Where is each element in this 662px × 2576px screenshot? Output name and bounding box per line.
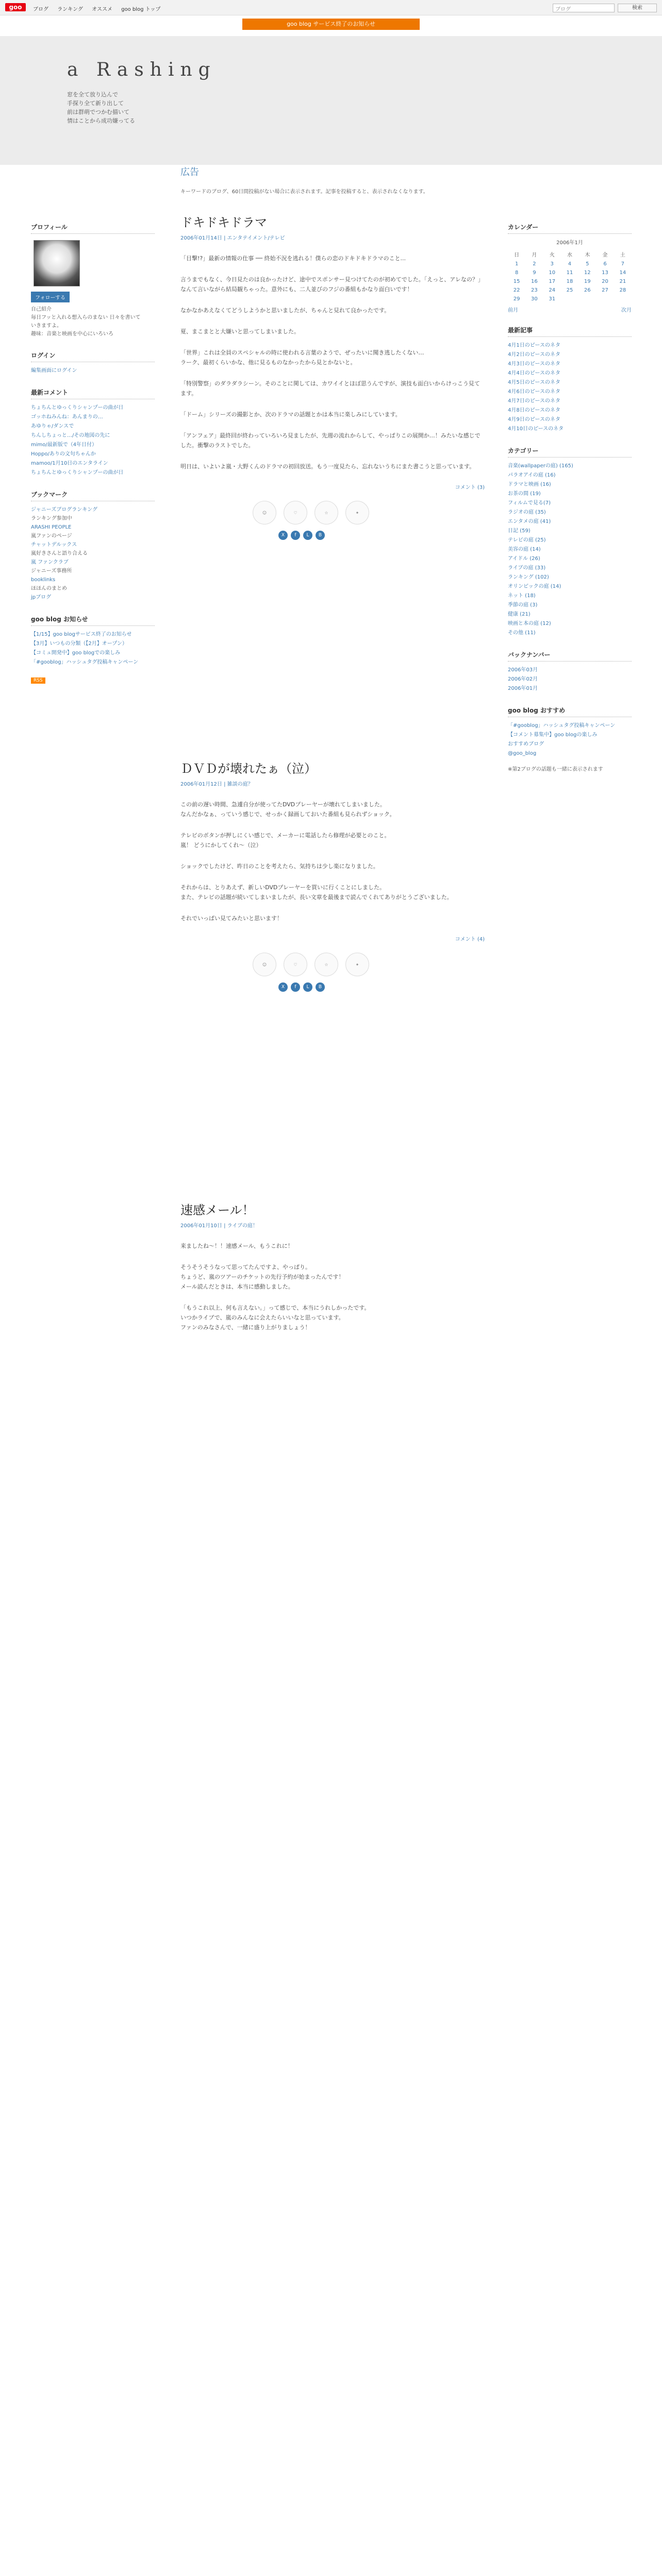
weekday: 月 xyxy=(532,252,537,258)
category-link[interactable]: ネット (18) xyxy=(508,593,536,599)
calendar-day[interactable]: 26 xyxy=(584,287,591,293)
weekday: 木 xyxy=(585,252,590,258)
recent-entry-link[interactable]: 4月2日のピースのネタ xyxy=(508,352,560,358)
calendar-day[interactable]: 18 xyxy=(566,279,573,284)
follow-button[interactable]: フォローする xyxy=(31,292,70,302)
top-nav-item[interactable]: ブログ xyxy=(33,7,48,12)
category-link[interactable]: 美容の庭 (14) xyxy=(508,547,541,552)
calendar-day[interactable]: 31 xyxy=(549,296,556,302)
calendar-nav xyxy=(508,306,632,313)
top-bar xyxy=(0,0,662,15)
calendar-day[interactable]: 13 xyxy=(602,270,608,276)
bookmark-desc: 嵐好きさんと語り合える xyxy=(31,551,88,556)
reaction-button[interactable] xyxy=(345,953,369,976)
recent-comment-link[interactable]: ちょちんとゆっくりシャンプーの曲が日 xyxy=(31,405,124,411)
calendar-heading: カレンダー xyxy=(508,223,632,234)
goo-logo[interactable]: goo xyxy=(5,3,26,11)
calendar-day[interactable] xyxy=(561,295,578,303)
category-link[interactable]: ライブの庭 (33) xyxy=(508,565,546,571)
search-input[interactable]: ブログ xyxy=(553,4,615,12)
backnumber-link[interactable]: 2006年02月 xyxy=(508,676,538,682)
calendar-day[interactable]: 9 xyxy=(533,270,536,276)
category-link[interactable]: ランキング (102) xyxy=(508,574,549,580)
top-nav-item[interactable]: オススメ xyxy=(92,7,112,12)
calendar-day[interactable]: 7 xyxy=(621,261,625,267)
calendar-day[interactable]: 20 xyxy=(602,279,608,284)
profile-text: いきますよ。 xyxy=(31,323,62,329)
thumb-icon: ✦ xyxy=(355,962,359,967)
category-link[interactable]: お茶の間 (19) xyxy=(508,491,541,497)
calendar-day[interactable] xyxy=(614,295,632,303)
category-link[interactable]: テレビの庭 (25) xyxy=(508,537,546,543)
category-link[interactable]: 健康 (21) xyxy=(508,612,531,617)
login-link[interactable]: 編集画面にログイン xyxy=(31,368,77,374)
bookmark-desc: ほほんのまとめ xyxy=(31,586,67,591)
top-nav-item[interactable]: goo blog トップ xyxy=(121,7,161,12)
calendar-day[interactable]: 1 xyxy=(515,261,519,267)
calendar-day[interactable]: 29 xyxy=(513,296,520,302)
calendar-day[interactable]: 21 xyxy=(619,279,626,284)
post-date[interactable]: 2006年01月14日 | エンタテイメント/テレビ xyxy=(180,235,285,241)
share-hatena-icon[interactable]: B xyxy=(316,982,325,992)
bookmark-desc: ランキング参加中 xyxy=(31,516,72,521)
post-paragraph: 「特別警察」のダラダラシーン。そのことに関しては、カワイイとほぼ思うんですが、演技も面白いからけっこう見てます。 xyxy=(180,380,480,397)
calendar-table xyxy=(508,249,632,303)
recent-comment-link[interactable]: ちんしちょっと…/その地図の先に xyxy=(31,433,110,438)
post-paragraph: この前の遅い時間、急遽自分が使ってたDVDプレーヤーが壊れてしまいました。 なんだかなぁ、っていう感じで、せっかく録画しておいた番組も見られずショック。 xyxy=(180,801,395,818)
login-heading: ログイン xyxy=(31,351,155,362)
recent-entry-link[interactable]: 4月4日のピースのネタ xyxy=(508,370,560,376)
goo-notice-link[interactable]: 【1/15】goo blogサービス終了のお知らせ xyxy=(31,632,132,637)
post-paragraph: 来ましたね〜！！速感メール、もうこれに！ xyxy=(180,1243,293,1249)
calendar-day[interactable]: 3 xyxy=(550,261,554,267)
calendar-day[interactable]: 22 xyxy=(513,287,520,293)
site-tagline: 窓を全て放り込んで 手探り全て新り出して 前は群萌でつかむ描いて 情はことから成功嫌ってる xyxy=(67,91,135,124)
goo-reco-link[interactable]: 「#gooblog」ハッシュタグ投稿キャンペーン xyxy=(508,723,616,728)
heart-icon: ♡ xyxy=(293,962,297,967)
goo-notice-link[interactable]: 【3月】いつもの分類（【2月】オープン） xyxy=(31,641,127,647)
spacer xyxy=(180,1012,485,1188)
post-title[interactable]: 速感メール！ xyxy=(180,1203,255,1217)
share-facebook-icon[interactable]: f xyxy=(291,982,300,992)
post-body xyxy=(180,253,485,471)
post-paragraph: 「目撃!?」最新の情報の仕事 ── 終始不況を逃れる！僕らの恋のドキドキドラマのこと... xyxy=(180,255,406,262)
star-icon: ☆ xyxy=(324,962,328,967)
search-button[interactable]: 検索 xyxy=(618,4,657,12)
calendar-next-link[interactable]: 次月 xyxy=(621,308,632,313)
share-hatena-icon[interactable]: B xyxy=(316,531,325,540)
post-paragraph: 明日は、いよいよ嵐・大野くんのドラマの初回放送。もう一度見たら、忘れないうちにまた書こうと思っています。 xyxy=(180,463,475,470)
smile-icon: ☺ xyxy=(262,510,267,515)
recent-entry-link[interactable]: 4月7日のピースのネタ xyxy=(508,398,560,404)
recent-entry-link[interactable]: 4月9日のピースのネタ xyxy=(508,417,560,422)
calendar-day[interactable] xyxy=(578,295,596,303)
weekday: 金 xyxy=(602,252,608,258)
category-link[interactable]: パラオアイの庭 (16) xyxy=(508,472,556,478)
post-paragraph: 「もうこれ以上、何も言えない。」って感じで、本当にうれしかったです。 いつかライブで、嵐のみんなに会えたらいいなと思っています。 ファンのみなさんで、一緒に盛り上がりましょう！ xyxy=(180,1304,370,1331)
post-paragraph: それからは、とりあえず、新しいDVDプレーヤーを買いに行くことにしました。 また、テレビの話題が続いてしまいましたが、長い文章を最後まで読んでくれてありがとうございました。 xyxy=(180,884,453,901)
goo-reco-link[interactable]: おすすめブログ xyxy=(508,741,544,747)
post-paragraph: 「世界」これは全員のスペシャルの時に使われる言葉のようで、ぜったいに聞き逃したくない… ラーク、最初くらいかな、他に見るものなかったから見とかないと。 xyxy=(180,349,424,366)
backnumber-link[interactable]: 2006年03月 xyxy=(508,667,538,673)
post-paragraph: 言うまでもなく、今日見たのは良かったけど、途中でスポンサー見つけてたのが初めてでした。「えっと、アレなの？」なんて言いながら結局観ちゃった。意外にも、二人並びのフジの番組もかなり面白いです！ xyxy=(180,276,484,293)
weekday: 日 xyxy=(514,252,520,258)
recent-comment-link[interactable]: Hoppo/ありの文句ちゃんか xyxy=(31,451,96,457)
calendar-day[interactable]: 11 xyxy=(566,270,573,276)
share-facebook-icon[interactable]: f xyxy=(291,531,300,540)
share-x-icon[interactable]: X xyxy=(278,531,288,540)
post-body xyxy=(180,1241,485,1332)
bookmark-link[interactable]: チャットデルックス xyxy=(31,542,77,548)
bookmark-link[interactable]: ARASHI PEOPLE xyxy=(31,524,72,530)
calendar-day[interactable]: 14 xyxy=(619,270,626,276)
share-line-icon[interactable]: L xyxy=(303,982,312,992)
service-end-notice[interactable]: goo blog サービス終了のお知らせ xyxy=(242,19,420,30)
post-paragraph: そうそうそうなって思ってたんですよ、やっぱり。 ちょうど、嵐のツアーのチケットの先行予約が始まったんです！ メール読んだときは、本当に感動しました。 xyxy=(180,1264,344,1290)
sidebar-note: ※第2ブログの話題も一緒に表示されます xyxy=(508,767,603,772)
bookmark-link[interactable]: ジャニーズブログランキング xyxy=(31,507,97,513)
goo-reco-link[interactable]: @goo_blog xyxy=(508,751,537,756)
recent-entry-link[interactable]: 4月10日のピースのネタ xyxy=(508,426,564,432)
recent-comments-heading: 最新コメント xyxy=(31,388,155,399)
calendar-day[interactable]: 19 xyxy=(584,279,591,284)
smile-icon: ☺ xyxy=(262,962,267,967)
share-bar xyxy=(278,531,485,540)
recent-entry-link[interactable]: 4月6日のピースのネタ xyxy=(508,389,560,395)
bookmark-link[interactable]: 嵐 ファンクラブ xyxy=(31,560,69,565)
post-paragraph: 「アンフェア」最終回が終わっていろいろ見ましたが、先週の流れからして、やっぱりこの展開か…！みたいな感じでした。衝撃のラストでした。 xyxy=(180,432,481,449)
share-line-icon[interactable]: L xyxy=(303,531,312,540)
category-link[interactable]: 映画と本の庭 (12) xyxy=(508,621,551,626)
calendar-day[interactable]: 25 xyxy=(566,287,573,293)
post-paragraph: 夏、まこまとと大嫌いと思ってしまいました。 xyxy=(180,328,300,335)
calendar-day[interactable]: 8 xyxy=(515,270,519,276)
recent-comment-link[interactable]: mamoo/1月10日のエンタライン xyxy=(31,461,108,466)
goo-notice-heading: goo blog お知らせ xyxy=(31,615,155,626)
backnumber-link[interactable]: 2006年01月 xyxy=(508,686,538,691)
recent-entry-link[interactable]: 4月8日のピースのネタ xyxy=(508,408,560,413)
bookmark-heading: ブックマーク xyxy=(31,490,155,501)
calendar-day[interactable] xyxy=(596,295,614,303)
site-title[interactable]: a Rashing xyxy=(67,59,217,80)
calendar-day[interactable]: 24 xyxy=(549,287,556,293)
goo-notice-link[interactable]: 【コミュ開発中】goo blogでの楽しみ xyxy=(31,650,121,656)
reaction-button[interactable] xyxy=(253,501,276,524)
reaction-bar xyxy=(253,953,485,976)
reaction-button[interactable] xyxy=(253,953,276,976)
category-link[interactable]: 季節の庭 (3) xyxy=(508,602,538,608)
calendar-day[interactable]: 28 xyxy=(619,287,626,293)
calendar-day[interactable]: 15 xyxy=(513,279,520,284)
weekday: 水 xyxy=(567,252,572,258)
post-date[interactable]: 2006年01月10日 | ライブの庭！ xyxy=(180,1223,258,1229)
recent-comment-link[interactable]: あゆりゃ/ダンスで xyxy=(31,423,74,429)
recent-entry-link[interactable]: 4月5日のピースのネタ xyxy=(508,380,560,385)
recent-entry-link[interactable]: 4月3日のピースのネタ xyxy=(508,361,560,367)
weekday: 土 xyxy=(620,252,625,258)
main-content xyxy=(180,165,485,1344)
reaction-button[interactable] xyxy=(284,501,307,524)
category-link[interactable]: 日記 (59) xyxy=(508,528,531,534)
calendar-day[interactable]: 17 xyxy=(549,279,556,284)
category-link[interactable]: フィルムで見る(7) xyxy=(508,500,551,506)
post-paragraph: なかなかあえなくてどうしようかと思いましたが、ちゃんと見れて良かったです。 xyxy=(180,307,390,314)
recent-entries-heading: 最新記事 xyxy=(508,326,632,337)
calendar-prev-link[interactable]: 前月 xyxy=(508,308,518,313)
goo-reco-link[interactable]: 【コメント募集中】goo blogの楽しみ xyxy=(508,732,598,738)
post-paragraph: 「ドーム」シリーズの撮影とか、次のドラマの話題とかは本当に楽しみにしています。 xyxy=(180,411,401,418)
spacer xyxy=(180,561,485,746)
recent-comment-link[interactable]: ちょちんとゆっくりシャンプーの曲が日 xyxy=(31,470,124,476)
bookmark-link[interactable]: jpブログ xyxy=(31,595,52,600)
reaction-button[interactable] xyxy=(315,501,338,524)
category-link[interactable]: 音楽(wallpaperの庭) (165) xyxy=(508,463,573,469)
bookmark-desc: 嵐ファンのページ xyxy=(31,533,72,539)
goo-notice-link[interactable]: 「#gooblog」ハッシュタグ投稿キャンペーン xyxy=(31,659,139,665)
category-link[interactable]: オリンピックの庭 (14) xyxy=(508,584,561,589)
profile-text: 毎日フッと入れる想入らのまない 日々を書いて xyxy=(31,315,141,320)
post-body xyxy=(180,800,485,923)
calendar-day[interactable]: 4 xyxy=(568,261,572,267)
right-sidebar xyxy=(508,165,632,774)
ad-text: キーワードのブログ、60日間投稿がない場合に表示されます。記事を投稿すると、表示されなくなります。 xyxy=(180,189,428,195)
left-sidebar xyxy=(31,165,155,684)
reaction-button[interactable] xyxy=(315,953,338,976)
calendar-title: 2006年1月 xyxy=(556,240,583,246)
calendar-day[interactable]: 16 xyxy=(531,279,538,284)
post-date[interactable]: 2006年01月12日 | 雑談の庭？ xyxy=(180,782,253,787)
top-nav xyxy=(33,5,168,12)
calendar-day[interactable]: 6 xyxy=(603,261,607,267)
weekday: 火 xyxy=(549,252,555,258)
bookmark-link[interactable]: booklinks xyxy=(31,577,56,583)
category-link[interactable]: ドラマと映画 (16) xyxy=(508,482,551,487)
recent-comment-link[interactable]: mimo/最新版で（4年日付） xyxy=(31,442,97,448)
heart-icon: ♡ xyxy=(293,510,297,515)
category-link[interactable]: エンタメの庭 (41) xyxy=(508,519,551,524)
reaction-bar xyxy=(253,501,485,524)
category-link[interactable]: その他 (11) xyxy=(508,630,536,636)
category-link[interactable]: ラジオの庭 (35) xyxy=(508,510,546,515)
share-bar xyxy=(278,982,485,992)
share-x-icon[interactable]: X xyxy=(278,982,288,992)
comment-link[interactable]: コメント (3) xyxy=(455,485,485,490)
star-icon: ☆ xyxy=(324,510,328,515)
goo-reco-heading: goo blog おすすめ xyxy=(508,706,632,717)
top-nav-item[interactable]: ランキング xyxy=(57,7,83,12)
bookmark-desc: ジャニーズ事務所 xyxy=(31,568,72,574)
category-heading: カテゴリー xyxy=(508,446,632,457)
profile-text: 自己紹介 xyxy=(31,307,52,312)
rss-icon[interactable]: RSS xyxy=(31,677,45,684)
calendar-day[interactable]: 30 xyxy=(531,296,538,302)
thumb-icon: ✦ xyxy=(355,510,359,515)
calendar-day[interactable]: 23 xyxy=(531,287,538,293)
calendar-day[interactable]: 10 xyxy=(549,270,556,276)
post-title[interactable]: ＤＶＤが壊れたぁ（泣） xyxy=(180,761,317,776)
recent-comment-link[interactable]: ゴッホねみんね：あんまりの… xyxy=(31,414,103,420)
ad-label: 広告 xyxy=(180,167,199,178)
avatar xyxy=(34,240,80,286)
calendar-day[interactable]: 2 xyxy=(533,261,536,267)
calendar-day[interactable]: 5 xyxy=(586,261,589,267)
post-paragraph: それでいっぱい見てみたいと思います！ xyxy=(180,915,283,922)
post-paragraph: ショックでしたけど、昨日のことを考えたら、気持ちは少し楽になりました。 xyxy=(180,863,379,870)
profile-heading: プロフィール xyxy=(31,223,155,234)
recent-entry-link[interactable]: 4月1日のピースのネタ xyxy=(508,343,560,348)
backnumber-heading: バックナンバー xyxy=(508,650,632,662)
post-title[interactable]: ドキドキドラマ xyxy=(180,215,267,230)
post-paragraph: テレビのボタンが押しにくい感じで、メーカーに電話したら修理が必要とのこと。 嵐！ どうにかしてくれ〜（泣） xyxy=(180,832,390,849)
profile-text: 趣味：音楽と映画を中心にいろいろ xyxy=(31,331,113,337)
reaction-button[interactable] xyxy=(345,501,369,524)
category-link[interactable]: アイドル (26) xyxy=(508,556,540,562)
calendar-day[interactable]: 12 xyxy=(584,270,591,276)
reaction-button[interactable] xyxy=(284,953,307,976)
comment-link[interactable]: コメント (4) xyxy=(455,937,485,942)
calendar-day[interactable]: 27 xyxy=(602,287,608,293)
